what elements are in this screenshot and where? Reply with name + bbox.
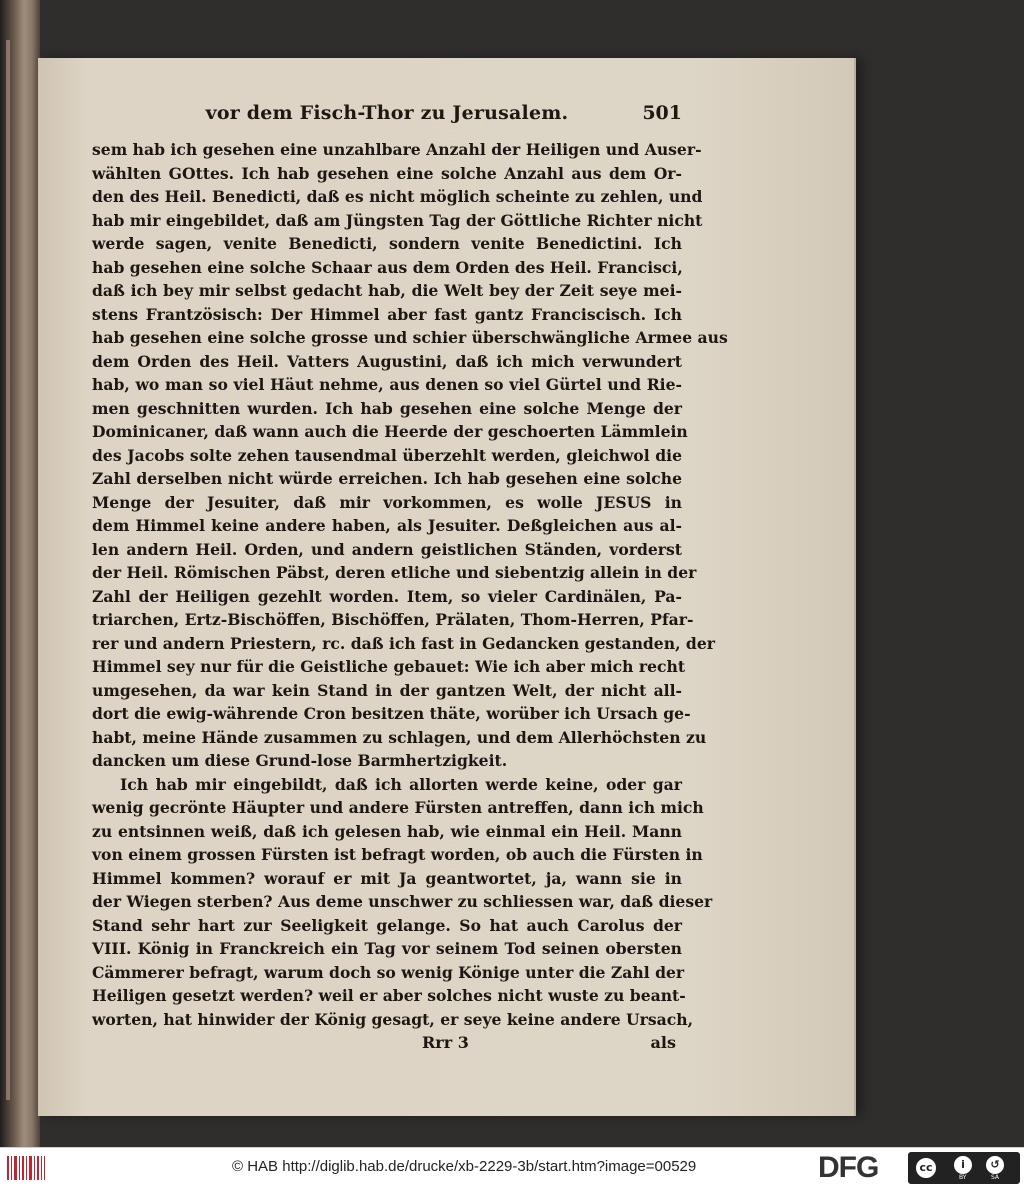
sa-label: SA <box>991 1174 1000 1181</box>
text-line: der Wiegen sterben? Aus deme unschwer zu schliessen war, daß dieser <box>92 892 713 911</box>
text-line: des Jacobs solte zehen tausendmal überzehlt werden, gleichwol die <box>92 445 682 465</box>
text-line: stens Frantzösisch: Der Himmel aber fast gantz Franciscisch. Ich <box>92 304 682 324</box>
text-line: der Heil. Römischen Päbst, deren etliche und siebentzig allein in der <box>92 563 697 582</box>
print-area <box>92 102 728 1052</box>
running-head <box>92 102 682 132</box>
text-line: triarchen, Ertz-Bischöffen, Bischöffen, Prälaten, Thom-Herren, Pfar- <box>92 610 694 629</box>
text-line: umgesehen, da war kein Stand in der gantzen Welt, der nicht all- <box>92 680 682 700</box>
text-line: daß ich bey mir selbst gedacht hab, die Welt bey der Zeit seye mei- <box>92 281 682 300</box>
text-line: wenig gecrönte Häupter und andere Fürsten antreffen, dann ich mich <box>92 798 704 817</box>
text-line: rer und andern Priestern, rc. daß ich fast in Gedancken gestanden, der <box>92 633 715 653</box>
text-line: Heiligen gesetzt werden? weil er aber solches nicht wuste zu beant- <box>92 986 686 1005</box>
cc-icon: cc <box>914 1156 938 1180</box>
text-line: hab gesehen eine solche grosse und schier überschwängliche Armee aus <box>92 328 728 347</box>
text-line: dem Orden des Heil. Vatters Augustini, daß ich mich verwundert <box>92 351 682 371</box>
text-line: wählten GOttes. Ich hab gesehen eine solche Anzahl aus dem Or- <box>92 163 682 183</box>
text-line: Stand sehr hart zur Seeligkeit gelange. So hat auch Carolus der <box>92 915 682 935</box>
viewer-footer-bar <box>0 1147 1024 1188</box>
by-icon: i <box>952 1154 974 1176</box>
copyright-link[interactable]: © HAB http://diglib.hab.de/drucke/xb-2229-3b/start.htm?image=00529 <box>232 1158 697 1175</box>
book-binding-edge <box>0 0 40 1147</box>
page-number: 501 <box>642 102 682 124</box>
text-line: sem hab ich gesehen eine unzahlbare Anzahl der Heiligen und Auser- <box>92 140 702 159</box>
body-text <box>92 138 728 1031</box>
text-line: dem Himmel keine andere haben, als Jesuiter. Deßgleichen aus al- <box>92 516 682 535</box>
text-line: Cämmerer befragt, warum doch so wenig Könige unter die Zahl der <box>92 962 685 982</box>
text-line: Zahl der Heiligen gezehlt worden. Item, so vieler Cardinälen, Pa- <box>92 586 682 606</box>
text-line: werde sagen, venite Benedicti, sondern venite Benedictini. Ich <box>92 234 682 253</box>
text-line: len andern Heil. Orden, und andern geistlichen Ständen, vorderst <box>92 539 682 559</box>
book-page <box>38 58 856 1116</box>
text-line: dort die ewig-währende Cron besitzen thäte, worüber ich Ursach ge- <box>92 704 691 723</box>
text-line: den des Heil. Benedicti, daß es nicht möglich scheinte zu zehlen, und <box>92 187 703 206</box>
dfg-logo: DFG <box>818 1151 879 1184</box>
text-line: zu entsinnen weiß, daß ich gelesen hab, wie einmal ein Heil. Mann <box>92 821 682 841</box>
text-line: hab, wo man so viel Häut nehme, aus denen so viel Gürtel und Rie- <box>92 375 682 394</box>
text-line: VIII. König in Franckreich ein Tag vor seinem Tod seinen obersten <box>92 939 682 958</box>
text-line: Himmel kommen? worauf er mit Ja geantwortet, ja, wann sie in <box>92 868 682 888</box>
by-label: BY <box>959 1174 967 1181</box>
text-line: Dominicaner, daß wann auch die Heerde der geschoerten Lämmlein <box>92 422 688 441</box>
text-line: hab mir eingebildet, daß am Jüngsten Tag der Göttliche Richter nicht <box>92 210 703 230</box>
cc-license-badge[interactable] <box>908 1152 1020 1184</box>
text-line: Zahl derselben nicht würde erreichen. Ich hab gesehen eine solche <box>92 469 682 488</box>
text-line: von einem grossen Fürsten ist befragt worden, ob auch die Fürsten in <box>92 845 703 864</box>
sa-icon: ↺ <box>984 1154 1006 1176</box>
catchword: als <box>650 1033 676 1052</box>
page-footer <box>92 1033 682 1059</box>
text-line: men geschnitten wurden. Ich hab gesehen eine solche Menge der <box>92 398 682 418</box>
text-line: worten, hat hinwider der König gesagt, er seye keine andere Ursach, <box>92 1009 693 1029</box>
text-line: Ich hab mir eingebildt, daß ich allorten werde keine, oder gar <box>120 774 682 794</box>
binding-stripe <box>6 40 10 1100</box>
text-line: hab gesehen eine solche Schaar aus dem Orden des Heil. Francisci, <box>92 257 683 277</box>
text-line: dancken um diese Grund-lose Barmhertzigkeit. <box>92 751 508 770</box>
barcode-icon <box>6 1154 46 1182</box>
signature-mark: Rrr 3 <box>422 1033 469 1052</box>
running-title: vor dem Fisch-Thor zu Jerusalem. <box>205 102 569 124</box>
text-line: habt, meine Hände zusammen zu schlagen, und dem Allerhöchsten zu <box>92 727 707 747</box>
text-line: Menge der Jesuiter, daß mir vorkommen, es wolle JESUS in <box>92 492 682 512</box>
text-line: Himmel sey nur für die Geistliche gebauet: Wie ich aber mich recht <box>92 657 686 676</box>
